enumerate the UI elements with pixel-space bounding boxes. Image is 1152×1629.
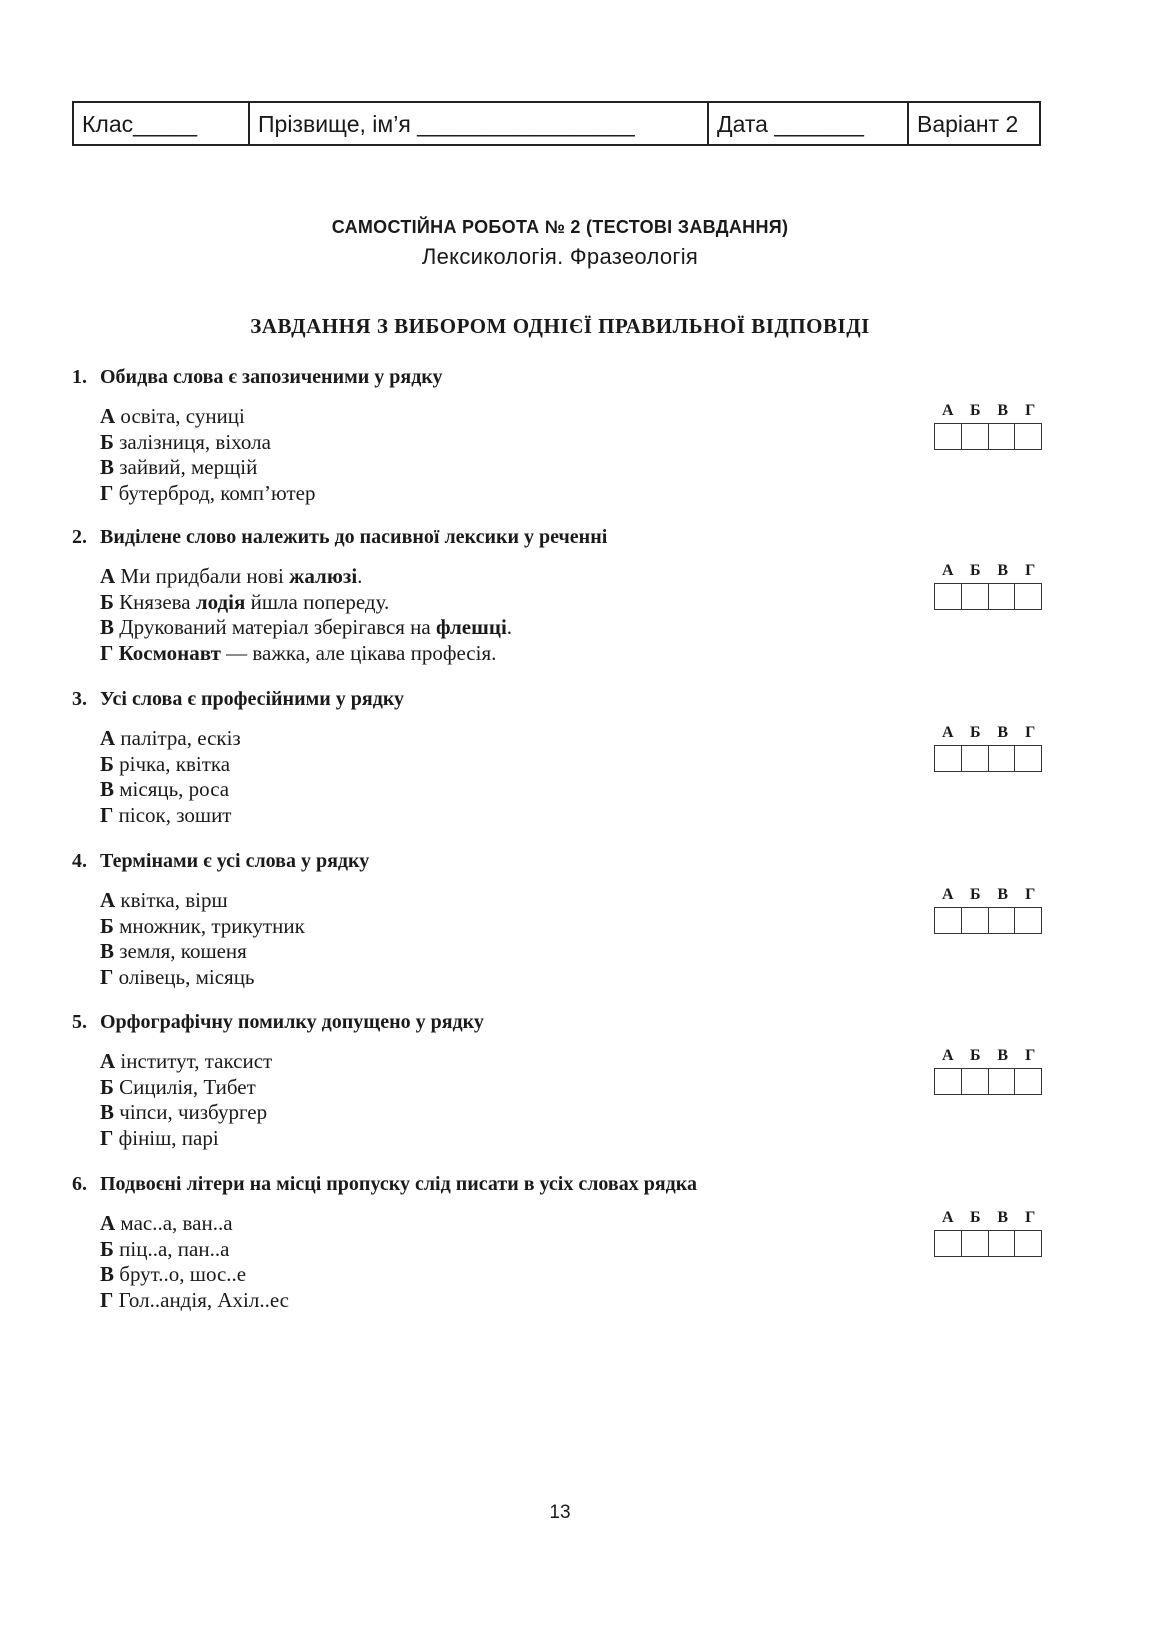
- answer-grid: А Б В Г: [934, 401, 1046, 450]
- option-a: А палітра, ескіз: [100, 726, 241, 750]
- option-b: Б річка, квітка: [100, 751, 231, 776]
- answer-box-a[interactable]: [935, 746, 962, 771]
- option-a: А освіта, суниці: [100, 404, 245, 428]
- page-number: 13: [549, 1502, 571, 1523]
- option-h: Г фініш, парі: [100, 1125, 219, 1150]
- option-a: А інститут, таксист: [100, 1049, 273, 1073]
- answer-box-v[interactable]: [989, 1069, 1016, 1094]
- student-info-table: [72, 101, 1041, 146]
- question-stem: 6. Подвоєні літери на місці пропуску слід писати в усіх словах рядка: [72, 1173, 698, 1195]
- answer-box-a[interactable]: [935, 424, 962, 449]
- answer-box-v[interactable]: [989, 908, 1016, 933]
- question-stem: 3. Усі слова є професійними у рядку: [72, 688, 405, 710]
- question-1: [72, 363, 1062, 506]
- question-5: [72, 1008, 1062, 1151]
- option-h: Г бутерброд, комп’ютер: [100, 480, 316, 505]
- page-subtitle: Лексикологія. Фразеологія: [421, 244, 699, 269]
- answer-box-h[interactable]: [1015, 584, 1041, 609]
- section-heading: ЗАВДАННЯ З ВИБОРОМ ОДНІЄЇ ПРАВИЛЬНОЇ ВІДПОВІДІ: [250, 314, 870, 338]
- question-3: [72, 685, 1062, 828]
- option-v: В Друкований матеріал зберігався на флешці.: [100, 615, 513, 639]
- option-v: В брут..о, шос..е: [100, 1262, 247, 1286]
- answer-box-a[interactable]: [935, 584, 962, 609]
- answer-box-h[interactable]: [1015, 746, 1041, 771]
- answer-box-b[interactable]: [962, 424, 989, 449]
- option-a: А квітка, вірш: [100, 888, 228, 912]
- answer-box-b[interactable]: [962, 908, 989, 933]
- answer-box-a[interactable]: [935, 1231, 962, 1256]
- option-h: Г Космонавт — важка, але цікава професія.: [100, 640, 497, 665]
- answer-box-v[interactable]: [989, 1231, 1016, 1256]
- answer-grid: А Б В Г: [934, 723, 1046, 772]
- option-v: В зайвий, мерщій: [100, 455, 258, 479]
- answer-grid: А Б В Г: [934, 1208, 1046, 1257]
- question-6: [72, 1170, 1062, 1313]
- answer-box-a[interactable]: [935, 1069, 962, 1094]
- answer-box-b[interactable]: [962, 746, 989, 771]
- answer-box-b[interactable]: [962, 1231, 989, 1256]
- answer-box-v[interactable]: [989, 584, 1016, 609]
- answer-box-h[interactable]: [1015, 908, 1041, 933]
- question-4: [72, 847, 1062, 990]
- option-v: В земля, кошеня: [100, 939, 247, 963]
- question-stem: 4. Термінами є усі слова у рядку: [72, 850, 370, 872]
- option-b: Б Князева лодія йшла попереду.: [100, 589, 390, 614]
- variant-label: Варіант 2: [917, 111, 1019, 137]
- class-field[interactable]: Клас_____: [74, 103, 250, 144]
- answer-box-h[interactable]: [1015, 1069, 1041, 1094]
- option-b: Б залізниця, віхола: [100, 429, 271, 454]
- option-h: Г пісок, зошит: [100, 802, 232, 827]
- option-a: А мас..а, ван..а: [100, 1211, 233, 1235]
- question-stem: 1. Обидва слова є запозиченими у рядку: [72, 366, 443, 388]
- answer-box-b[interactable]: [962, 584, 989, 609]
- answer-box-a[interactable]: [935, 908, 962, 933]
- answer-grid: А Б В Г: [934, 1046, 1046, 1095]
- option-b: Б піц..а, пан..а: [100, 1236, 230, 1261]
- answer-grid: А Б В Г: [934, 561, 1046, 610]
- question-2: [72, 523, 1062, 666]
- answer-grid: А Б В Г: [934, 885, 1046, 934]
- answer-box-v[interactable]: [989, 746, 1016, 771]
- question-stem: 2. Виділене слово належить до пасивної лексики у реченні: [72, 526, 608, 548]
- option-v: В місяць, роса: [100, 777, 230, 801]
- name-field[interactable]: Прізвище, ім’я _________________: [250, 103, 709, 144]
- answer-box-h[interactable]: [1015, 424, 1041, 449]
- date-field[interactable]: Дата _______: [709, 103, 909, 144]
- question-stem: 5. Орфографічну помилку допущено у рядку: [72, 1011, 484, 1033]
- answer-box-h[interactable]: [1015, 1231, 1041, 1256]
- option-h: Г Гол..андія, Ахіл..ес: [100, 1287, 290, 1312]
- page-title: САМОСТІЙНА РОБОТА № 2 (ТЕСТОВІ ЗАВДАННЯ): [331, 217, 789, 237]
- answer-box-b[interactable]: [962, 1069, 989, 1094]
- option-b: Б множник, трикутник: [100, 913, 305, 938]
- option-b: Б Сицилія, Тибет: [100, 1074, 256, 1099]
- option-a: А Ми придбали нові жалюзі.: [100, 564, 363, 588]
- option-v: В чіпси, чизбургер: [100, 1100, 268, 1124]
- option-h: Г олівець, місяць: [100, 964, 255, 989]
- answer-box-v[interactable]: [989, 424, 1016, 449]
